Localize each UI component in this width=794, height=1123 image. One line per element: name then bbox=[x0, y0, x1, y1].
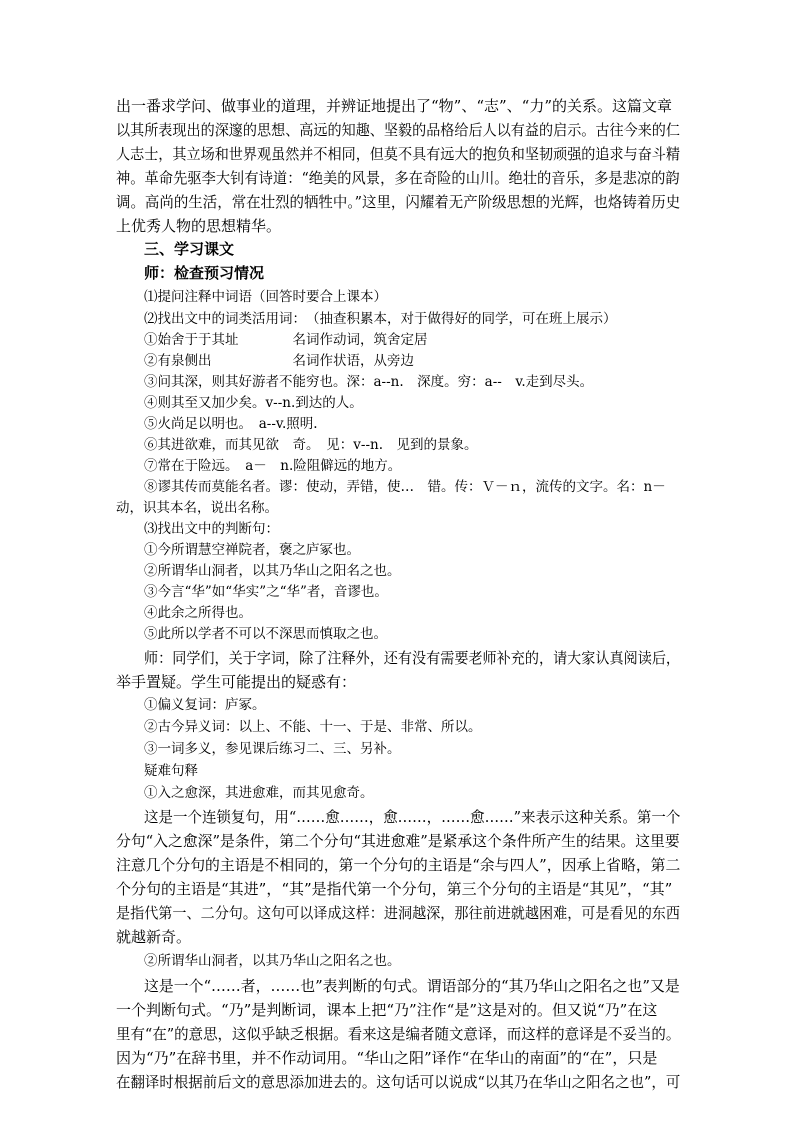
text-line: ①始舍于于其址 名词作动词，筑舍定居 bbox=[144, 332, 428, 348]
text-line: ②所谓华山洞者，以其乃华山之阳名之也。 bbox=[144, 953, 401, 969]
text-line: 人志士，其立场和世界观虽然并不相同，但莫不具有远大的抱负和坚韧顽强的追求与奋斗精 bbox=[116, 145, 681, 163]
text-line: 是指代第一、二分句。这句可以译成这样：进洞越深，那往前进就越困难，可是看见的东西 bbox=[116, 904, 681, 922]
text-line: 上优秀人物的思想精华。 bbox=[116, 217, 282, 235]
text-line: ④此余之所得也。 bbox=[144, 605, 252, 621]
text-line: 在翻译时根据前后文的意思添加进去的。这句话可以说成“以其乃在华山之阳名之也”，可 bbox=[116, 1073, 681, 1091]
text-line: ④则其至又加少矣。v--n.到达的人。 bbox=[144, 395, 363, 411]
text-line: 个分句的主语是“其进”，“其”是指代第一个分句，第三个分句的主语是“其见”，“其” bbox=[116, 880, 673, 898]
text-line: 里有“在”的意思，这似乎缺乏根据。看来这是编者随文意译，而这样的意译是不妥当的。 bbox=[116, 1025, 681, 1043]
text-line: ①今所谓慧空禅院者，褒之庐冢也。 bbox=[144, 542, 360, 558]
text-line: ⑤火尚足以明也。 a--v.照明. bbox=[144, 416, 318, 432]
text-line: 出一番求学问、做事业的道理，并辨证地提出了“物”、“志”、“力”的关系。这篇文章 bbox=[116, 97, 673, 115]
text-line: ⑵找出文中的词类活用词： （抽查积累本，对于做得好的同学，可在班上展示） bbox=[144, 311, 617, 327]
text-line: 举手置疑。学生可能提出的疑惑有： bbox=[116, 673, 357, 691]
text-line: 分句“入之愈深”是条件，第二个分句“其进愈难”是紧承这个条件所产生的结果。这里要 bbox=[116, 832, 680, 850]
text-line: 调。高尚的生活，常在壮烈的牺牲中。”这里，闪耀着无产阶级思想的光辉，也烙铸着历史 bbox=[116, 193, 681, 211]
text-line: ①偏义复词：庐冢。 bbox=[144, 697, 266, 713]
text-line: 神。革命先驱李大钊有诗道：“绝美的风景，多在奇险的山川。绝壮的音乐，多是悲凉的韵 bbox=[116, 169, 680, 187]
text-line: ⑦常在于险远。 a－ n.险阻僻远的地方。 bbox=[144, 458, 402, 474]
text-line: 以其所表现出的深邃的思想、高远的知趣、坚毅的品格给后人以有益的启示。古往今来的仁 bbox=[116, 121, 681, 139]
text-line: ⑶找出文中的判断句： bbox=[144, 521, 279, 537]
text-line: ②所谓华山洞者，以其乃华山之阳名之也。 bbox=[144, 563, 401, 579]
subsection-heading: 师：检查预习情况 bbox=[144, 264, 265, 282]
text-line: 因为“乃”在辞书里，并不作动词用。“华山之阳”译作“在华山的南面”的“在”，只是 bbox=[116, 1049, 658, 1067]
text-line: 一个判断句式。“乃”是判断词，课本上把“乃”注作“是”这是对的。但又说“乃”在这 bbox=[116, 1001, 658, 1019]
text-line: ⑴提问注释中词语（回答时要合上课本） bbox=[144, 289, 387, 305]
text-line: ②有泉侧出 名词作状语，从旁边 bbox=[144, 353, 414, 369]
text-line: ⑥其进欲难，而其见欲 奇。 见：v--n. 见到的景象。 bbox=[144, 437, 478, 453]
text-line: ⑤此所以学者不可以不深思而慎取之也。 bbox=[144, 626, 387, 642]
section-heading: 三、学习课文 bbox=[144, 240, 235, 258]
text-line: 就越新奇。 bbox=[116, 928, 192, 946]
text-line: ③今言“华”如“华实”之“华”者，音谬也。 bbox=[144, 584, 388, 600]
text-line: 疑难句释 bbox=[144, 763, 198, 779]
text-line: 这是一个“……者，……也”表判断的句式。谓语部分的“其乃华山之阳名之也”又是 bbox=[144, 977, 680, 995]
text-line: ⑧谬其传而莫能名者。谬：使动，弄错，使… 错。传：Ｖ－ｎ，流传的文字。名：n－ bbox=[144, 479, 666, 495]
text-line: ③问其深，则其好游者不能穷也。深：a--n. 深度。穷：a-- v.走到尽头。 bbox=[144, 374, 594, 390]
text-line: ③一词多义，参见课后练习二、三、另补。 bbox=[144, 741, 401, 757]
text-line: 这是一个连锁复句，用“……愈……，愈……，……愈……”来表示这种关系。第一个 bbox=[144, 808, 681, 826]
text-line: ①入之愈深，其进愈难，而其见愈奇。 bbox=[144, 785, 374, 801]
text-line: 动，识其本名，说出名称。 bbox=[116, 500, 278, 516]
text-line: ②古今异义词：以上、不能、十一、于是、非常、所以。 bbox=[144, 719, 482, 735]
text-line: 注意几个分句的主语是不相同的，第一个分句的主语是“余与四人”，因承上省略，第二 bbox=[116, 856, 681, 874]
text-line: 师：同学们，关于字词，除了注释外，还有没有需要老师补充的，请大家认真阅读后， bbox=[144, 649, 681, 667]
